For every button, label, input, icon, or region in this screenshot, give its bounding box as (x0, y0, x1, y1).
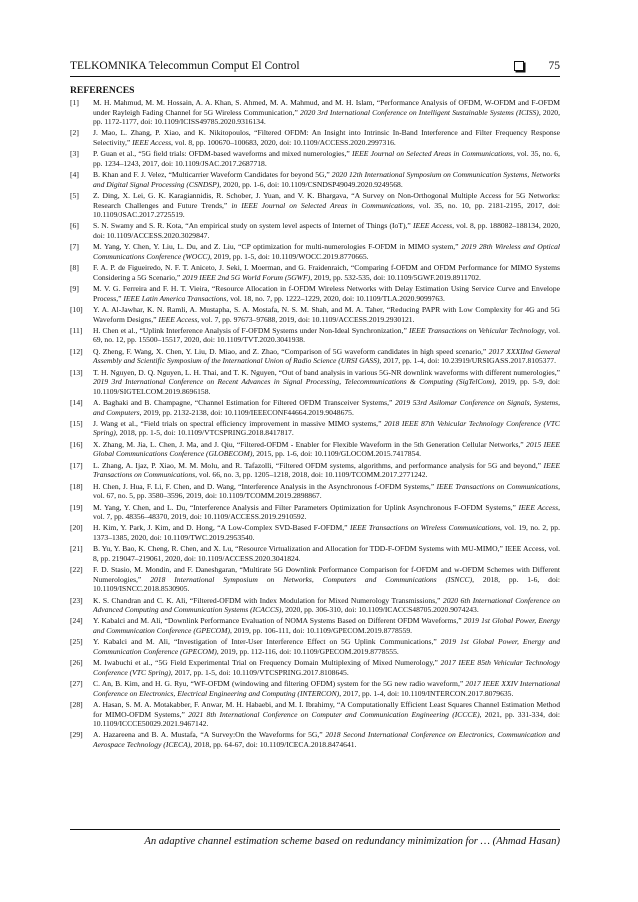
reference-venue: 2020 12th International Symposium on Communication Systems, Networks and Digital Signal Processing (CSNDSP) (93, 170, 560, 189)
reference-venue: IEEE Transactions on Wireless Communications (350, 523, 501, 533)
reference-number: [10] (70, 305, 83, 315)
reference-number: [24] (70, 616, 83, 626)
reference-item (70, 679, 560, 698)
reference-text: H. Kim, Y. Park, J. Kim, and D. Hong, “A Low-Complex SVD-Based F-OFDM,” (93, 523, 350, 533)
reference-text: F. D. Stasio, M. Mondin, and F. Daneshgaran, “Multirate 5G Downlink Performance Comparison for f-OFDM and w-OFDM Schemes with Different Numerologies,” (93, 565, 560, 584)
reference-text: A. Baghaki and B. Champagne, “Channel Estimation for Filtered OFDM Transceiver Systems,” (93, 398, 395, 408)
reference-text: F. A. P. de Figueiredo, N. F. T. Aniceto, J. Seki, I. Moerman, and G. Fraidenraich, “Comparing f-OFDM and OFDM Performance for MIMO Systems Considering a 5G Scenario,” (93, 263, 560, 282)
reference-details: , vol. 19, no. 2, pp. 1373–1385, 2020, doi: 10.1109/TWC.2019.2953540. (93, 523, 560, 542)
page-number: 75 (548, 60, 560, 72)
reference-number: [2] (70, 128, 79, 138)
reference-text: M. Iwabuchi et al., “5G Field Experimental Trial on Frequency Domain Multiplexing of Mixed Numerology,” (93, 658, 441, 668)
reference-venue: 2015 IEEE Global Communications Conference (GLOBECOM) (93, 439, 561, 459)
reference-number: [29] (70, 730, 83, 740)
reference-venue: IEEE Access (132, 137, 172, 147)
reference-number: [21] (70, 544, 83, 554)
reference-text: C. An, B. Kim, and H. G. Ryu, “WF-OFDM (windowing and filtering OFDM) system for the 5G new radio waveform,” (93, 679, 466, 689)
reference-details: , 2019, pp. 1-5, doi: 10.1109/WOCC.2019.8770665. (209, 251, 369, 261)
reference-item (70, 326, 560, 345)
reference-number: [27] (70, 679, 83, 689)
reference-details: , vol. 7, pp. 97673–97688, 2019, doi: 10.1109/ACCESS.2019.2930121. (197, 314, 415, 324)
journal-title: TELKOMNIKA Telecommun Comput El Control (70, 60, 300, 72)
reference-item (70, 616, 560, 635)
reference-item (70, 658, 560, 677)
reference-text: A. Hasan, S. M. A. Motakabber, F. Anwar, M. H. Habaebi, and M. I. Ibrahimy, “A Computationally Efficient Least Squares Channel Estimation Method for MIMO-OFDM Systems,” (93, 700, 560, 719)
reference-item (70, 700, 560, 729)
reference-text: Y. A. Al-Jawhar, K. N. Ramli, A. Mustapha, S. A. Mostafa, N. S. M. Shah, and M. A. Taher, “Reducing PAPR with Low Complexity for 4G and 5G Waveform Designs,” (93, 305, 560, 324)
reference-text: T. H. Nguyen, D. Q. Nguyen, L. H. Thai, and T. K. Nguyen, “Out of band analysis in various 5G-NR downlink waveforms with different numerologies,” (93, 367, 560, 377)
reference-venue: 2019 1st Global Power, Energy and Communication Conference (GPECOM) (93, 616, 560, 635)
reference-item (70, 523, 560, 542)
reference-number: [20] (70, 523, 83, 533)
reference-number: [28] (70, 700, 83, 710)
reference-number: [18] (70, 481, 83, 491)
reference-text: A. Hazareena and B. A. Mustafa, “A Survey:On the Waveforms for 5G,” (93, 730, 326, 740)
reference-number: [5] (70, 191, 79, 201)
square-icon (514, 61, 524, 71)
reference-details: , 2019, pp. 5-9, doi: 10.1109/SIGTELCOM.2019.8696158. (93, 377, 560, 396)
reference-number: [11] (70, 325, 83, 335)
reference-item (70, 544, 560, 563)
reference-details: , 2020, pp. 1172-1177, doi: 10.1109/ICISS49785.2020.9316134. (93, 107, 560, 126)
reference-list (70, 98, 560, 749)
reference-details: , vol. 7, pp. 48356–48370, 2019, doi: 10.1109/ACCESS.2019.2910592. (93, 502, 560, 522)
reference-item (70, 596, 560, 615)
reference-item (70, 482, 560, 501)
reference-venue: IEEE Access (518, 502, 559, 512)
reference-number: [3] (70, 149, 79, 159)
reference-venue: 2019 3rd International Conference on Recent Advances in Signal Processing, Telecommunications & Computing (SigTelCom) (93, 377, 495, 387)
reference-text: Z. Ding, X. Lei, G. K. Karagiannidis, R. Schober, J. Yuan, and V. K. Bhargava, “A Survey on Non-Orthogonal Multiple Access for 5G Networks: Research Challenges and Future Trends,” (93, 191, 560, 210)
reference-text: Y. Kabalci and M. Ali, “Downlink Performance Evaluation of NOMA Systems Based on Different OFDM Waveforms,” (93, 616, 464, 626)
reference-number: [9] (70, 284, 79, 294)
reference-number: [4] (70, 170, 79, 180)
reference-details: , 2017, pp. 1-4, doi: 10.23919/URSIGASS.2017.8105377. (379, 356, 556, 366)
reference-item (70, 419, 560, 438)
reference-item (70, 305, 560, 324)
reference-venue: IEEE Latin America Transactions (123, 293, 227, 303)
reference-text: X. Zhang, M. Jia, L. Chen, J. Ma, and J. Qiu, “Filtered-OFDM - Enabler for Flexible Waveform in the 5th Generation Cellular Networks,” (93, 439, 527, 449)
reference-venue: IEEE Transactions on Communications (93, 460, 560, 480)
reference-item (70, 503, 560, 522)
reference-item (70, 128, 560, 147)
reference-item (70, 368, 560, 397)
reference-item (70, 149, 560, 168)
reference-venue: 2017 IEEE XXIV International Conference on Electronics, Electrical Engineering and Computing (INTERCON) (93, 679, 560, 698)
reference-venue: 2021 8th International Conference on Computer and Communication Engineering (ICCCE) (188, 709, 480, 719)
reference-text: H. Chen, J. Hua, F. Li, F. Chen, and D. Wang, “Interference Analysis in the Asynchronous f-OFDM Systems,” (93, 481, 437, 491)
footer-divider (70, 829, 560, 830)
reference-details: , 2019, pp. 112-116, doi: 10.1109/GPECOM.2019.8778555. (216, 646, 399, 656)
reference-details: , vol. 8, pp. 188082–188134, 2020, doi: 10.1109/ACCESS.2020.3029847. (93, 221, 560, 240)
reference-number: [1] (70, 98, 79, 107)
reference-details: , 2017, pp. 1-5, doi: 10.1109/VTCSPRING.2017.8108645. (170, 667, 349, 677)
reference-text: S. N. Swamy and S. R. Kota, “An empirical study on system level aspects of Internet of Things (IoT),” (93, 221, 413, 231)
references-section (70, 84, 560, 751)
page-footer: An adaptive channel estimation scheme based on redundancy minimization for … (Ahmad Hasan) (144, 836, 560, 847)
reference-item (70, 170, 560, 189)
reference-item (70, 191, 560, 220)
reference-details: , vol. 18, no. 7, pp. 1222–1229, 2020, doi: 10.1109/TLA.2020.9099763. (226, 293, 445, 303)
reference-number: [26] (70, 658, 83, 668)
reference-text: J. Mao, L. Zhang, P. Xiao, and K. Nikitopoulos, “Filtered OFDM: An Insight into Intrinsic In-Band Interference and Filter Frequency Response Selectivity,” (93, 128, 560, 147)
reference-details: , 2019, pp. 106-111, doi: 10.1109/GPECOM.2019.8778559. (230, 625, 413, 635)
reference-text: M. Yang, Y. Chen, and L. Du, “Interference Analysis and Filter Parameters Optimization for Uplink Asynchronous F-OFDM Systems,” (93, 502, 519, 512)
reference-venue: IEEE Access (158, 314, 198, 324)
reference-details: , 2018, pp. 64-67, doi: 10.1109/ICECA.2018.8474641. (190, 739, 357, 749)
reference-venue: in IEEE Journal on Selected Areas in Communications (231, 200, 413, 210)
reference-item (70, 263, 560, 282)
reference-number: [13] (70, 367, 83, 377)
reference-text: M. V. G. Ferreira and F. H. T. Vieira, “Resource Allocation in f-OFDM Wireless Networks with Delay Estimation Using Service Curve and Envelope Process,” (93, 284, 560, 303)
reference-details: , 2017, pp. 1-4, doi: 10.1109/INTERCON.2017.8079635. (339, 688, 514, 698)
reference-details: , vol. 67, no. 5, pp. 3580–3596, 2019, doi: 10.1109/TCOMM.2019.2898867. (93, 481, 560, 501)
reference-number: [14] (70, 398, 83, 408)
reference-details: , vol. 35, no. 10, pp. 2181-2195, 2017, doi: 10.1109/JSAC.2017.2725519. (93, 200, 561, 220)
reference-number: [19] (70, 502, 83, 512)
reference-item (70, 284, 560, 303)
reference-text: H. Chen et al., “Uplink Interference Analysis of F-OFDM Systems under Non-Ideal Synchronization,” (93, 325, 409, 335)
reference-venue: 2020 3rd International Conference on Intelligent Sustainable Systems (ICISS) (300, 107, 539, 117)
reference-text: P. Guan et al., “5G field trials: OFDM-based waveforms and mixed numerologies,” (93, 149, 352, 159)
reference-number: [6] (70, 221, 79, 231)
reference-details: , 2015, pp. 1-6, doi: 10.1109/GLOCOM.2015.7417854. (252, 449, 422, 459)
reference-details: , 2020, pp. 1-6, doi: 10.1109/CSNDSP49049.2020.9249568. (219, 179, 403, 189)
reference-item (70, 347, 560, 366)
reference-details: , vol. 35, no. 6, pp. 1234–1243, 2017, doi: 10.1109/JSAC.2017.2687718. (93, 149, 560, 168)
reference-details: , 2019, pp. 532-535, doi: 10.1109/5GWF.2019.8911702. (310, 272, 481, 282)
reference-item (70, 221, 560, 240)
reference-number: [25] (70, 637, 83, 647)
reference-text: Y. Kabalci and M. Ali, “Investigation of Inter-User Interference Effect on 5G Uplink Communications,” (93, 637, 441, 647)
reference-text: Q. Zheng, F. Wang, X. Chen, Y. Liu, D. Miao, and Z. Zhao, “Comparison of 5G waveform candidates in high speed scenario,” (93, 346, 489, 356)
reference-details: , 2020, pp. 306-310, doi: 10.1109/ICACCS48705.2020.9074243. (281, 605, 479, 615)
reference-number: [16] (70, 439, 83, 449)
reference-venue: IEEE Transactions on Communications (436, 481, 559, 491)
reference-venue: 2019 53rd Asilomar Conference on Signals, Systems, and Computers (93, 398, 560, 417)
reference-item (70, 461, 560, 480)
reference-number: [22] (70, 565, 83, 575)
reference-details: , 2021, pp. 331-334, doi: 10.1109/ICCCE50029.2021.9467142. (93, 709, 561, 729)
reference-number: [17] (70, 460, 83, 470)
reference-details: , vol. 69, no. 12, pp. 15500–15517, 2020, doi: 10.1109/TVT.2020.3041938. (93, 325, 560, 345)
reference-number: [7] (70, 242, 79, 252)
header-divider (70, 76, 560, 77)
reference-details: , vol. 66, no. 3, pp. 1205–1218, 2018, doi: 10.1109/TCOMM.2017.2771242. (195, 470, 428, 480)
reference-details: , 2019, pp. 2132-2138, doi: 10.1109/IEEECONF44664.2019.9048675. (139, 407, 354, 417)
reference-venue: 2017 IEEE 85th Vehicular Technology Conference (VTC Spring) (93, 658, 560, 677)
reference-venue: IEEE Journal on Selected Areas in Communications (352, 149, 513, 159)
reference-item (70, 730, 560, 749)
reference-item (70, 637, 560, 656)
reference-number: [15] (70, 418, 83, 428)
reference-text: M. H. Mahmud, M. M. Hossain, A. A. Khan, S. Ahmed, M. A. Mahmud, and M. H. Islam, “Performance Analysis of OFDM, W-OFDM and F-OFDM under Rayleigh Fading Channel for 5G Wireless Communication,” (93, 98, 560, 117)
reference-text: L. Zhang, A. Ijaz, P. Xiao, M. M. Molu, and R. Tafazolli, “Filtered OFDM systems, algorithms, and performance analysis for 5G and beyond,” (93, 460, 544, 470)
reference-text: B. Yu, Y. Bao, K. Cheng, R. Chen, and X. Lu, “Resource Virtualization and Allocation for TDD-F-OFDM Systems with MU-MIMO,” IEEE Access, vol. 8, pp. 219047–219061, 2020, doi: 10.1109/ACCESS.2020.3041824. (93, 544, 560, 563)
reference-text: B. Khan and F. J. Velez, “Multicarrier Waveform Candidates for beyond 5G,” (93, 170, 332, 180)
references-heading: REFERENCES (70, 85, 135, 96)
reference-item (70, 440, 560, 459)
reference-venue: 2019 IEEE 2nd 5G World Forum (5GWF) (182, 272, 311, 282)
reference-text: J. Wang et al., “Field trials on spectral efficiency improvement in massive MIMO systems,” (93, 418, 385, 428)
reference-venue: 2019 1st Global Power, Energy and Communication Conference (GPECOM) (93, 637, 560, 656)
reference-text: M. Yang, Y. Chen, Y. Liu, L. Du, and Z. Liu, “CP optimization for multi-numerologies F-OFDM in MIMO system,” (93, 242, 462, 252)
reference-details: , 2018, pp. 1-5, doi: 10.1109/VTCSPRING.2018.8417817. (115, 428, 294, 438)
reference-number: [12] (70, 346, 83, 356)
reference-item (70, 398, 560, 417)
reference-number: [23] (70, 595, 83, 605)
reference-venue: IEEE Access (412, 221, 453, 231)
reference-venue: 2018 International Symposium on Networks, Computers and Communications (ISNCC) (150, 574, 473, 584)
reference-venue: IEEE Transactions on Vehicular Technology (408, 325, 545, 335)
reference-item (70, 98, 560, 127)
reference-number: [8] (70, 263, 79, 273)
reference-details: , vol. 8, pp. 100670–100683, 2020, doi: 10.1109/ACCESS.2020.2997316. (171, 137, 396, 147)
reference-venue: 2018 Second International Conference on Electronics, Communication and Aerospace Technology (ICECA) (93, 730, 560, 749)
reference-venue: 2019 28th Wireless and Optical Communications Conference (WOCC) (93, 242, 560, 261)
reference-venue: 2020 6th International Conference on Advanced Computing and Communication Systems (ICACCS) (93, 595, 561, 615)
reference-text: K. S. Chandran and C. K. Ali, “Filtered-OFDM with Index Modulation for Mixed Numerology Transmissions,” (93, 595, 443, 605)
reference-details: , 2018, pp. 1-6, doi: 10.1109/ISNCC.2018.8530905. (93, 574, 560, 594)
reference-item (70, 565, 560, 594)
reference-venue: 2018 IEEE 87th Vehicular Technology Conference (VTC Spring) (93, 418, 560, 438)
reference-venue: 2017 XXXIInd General Assembly and Scientific Symposium of the International Union of Radio Science (URSI GASS) (93, 346, 560, 366)
reference-item (70, 242, 560, 261)
page-header (70, 58, 560, 74)
